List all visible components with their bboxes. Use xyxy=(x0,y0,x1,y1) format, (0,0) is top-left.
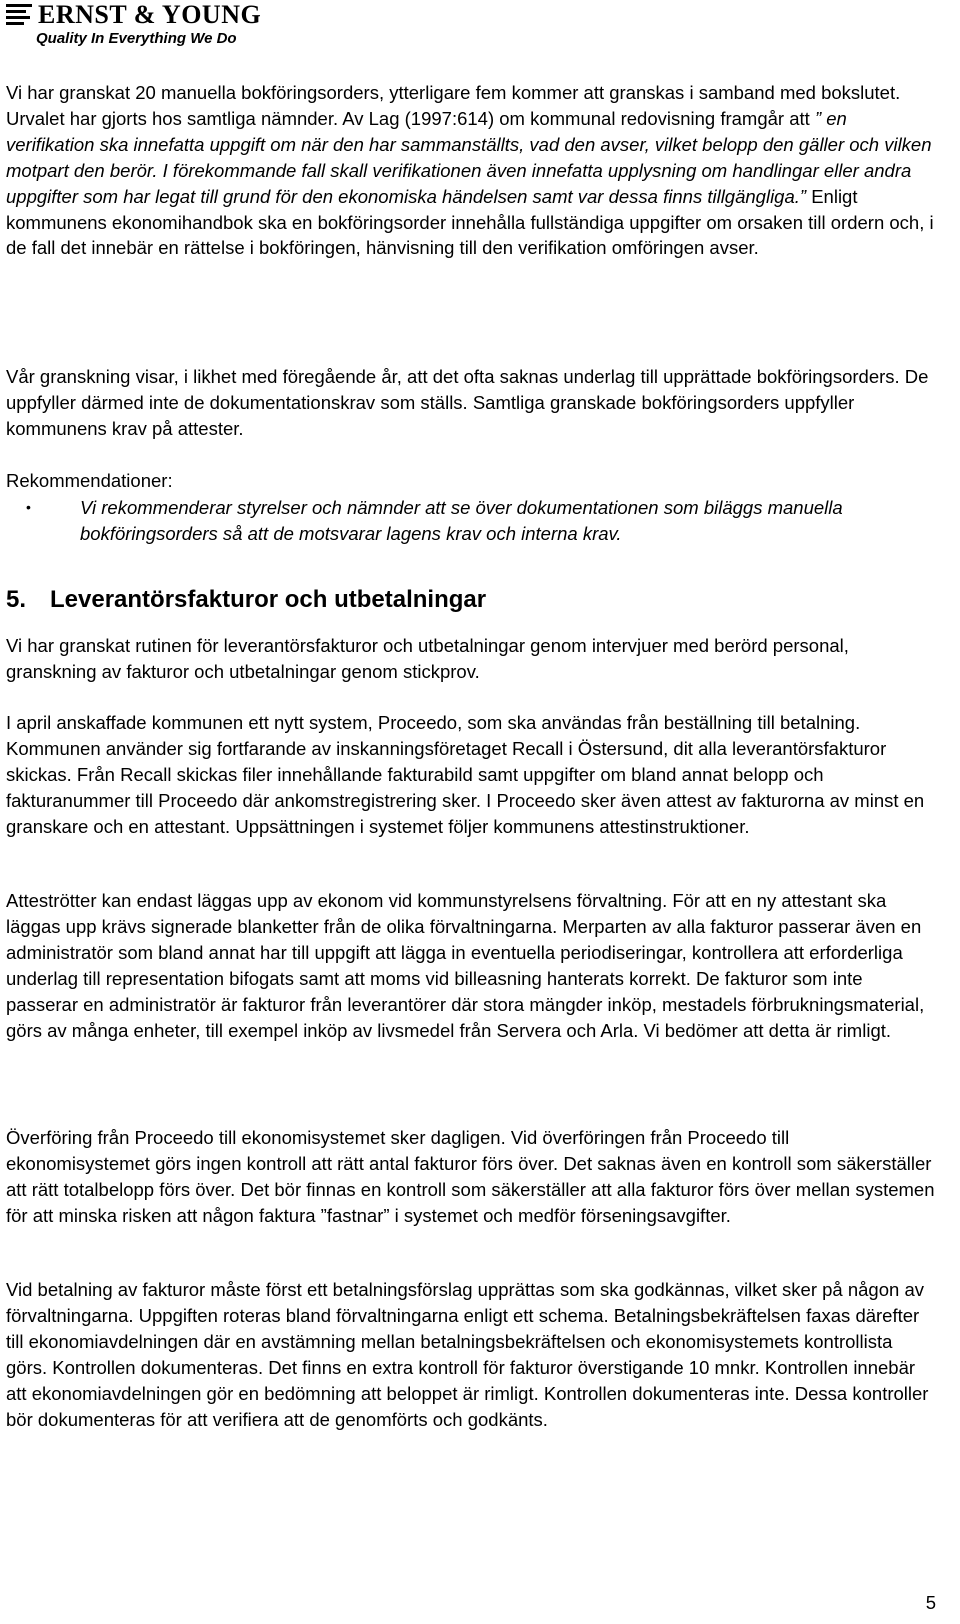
page-number: 5 xyxy=(925,1592,936,1613)
paragraph-attest-rights: Atteströtter kan endast läggas upp av ekonom vid kommunstyrelsens förvaltning. För att en ny attestant ska läggas upp krävs signerade blanketter från de olika förvaltningarna. Merparten av alla fakturor passerar även en administratör som bland annat har till uppgift att lägga in eventuella periodiseringar, kontrollera att erforderliga underlag till representation bifogats samt att moms vid billeasning hanterats korrekt. De fakturor som inte passerar en administratör är fakturor från leverantörer där stora mängder inköp, mestadels förbrukningsmaterial, görs av många enheter, till exempel inköp av livsmedel från Servera och Arla. Vi bedömer att detta är rimligt. xyxy=(6,890,925,1041)
paragraph-review-scope: Vi har granskat rutinen för leverantörsfakturor och utbetalningar genom intervjuer med berörd personal, granskning av fakturor och utbetalningar genom stickprov. xyxy=(6,635,849,682)
section-heading xyxy=(6,585,486,615)
recommendation-text: Vi rekommenderar styrelser och nämnder att se över dokumentationen som biläggs manuella bokföringsorders så att de motsvarar lagens krav och interna krav. xyxy=(80,497,843,544)
bullet-icon: • xyxy=(26,499,31,515)
paragraph-bookkeeping-orders xyxy=(6,80,936,261)
paragraph-text: Vi har granskat 20 manuella bokföringsorders, ytterligare fem kommer att granskas i samband med bokslutet. Urvalet har gjorts hos samtliga nämnder. Av Lag (1997:614) om kommunal redovisning framgår att xyxy=(6,82,901,129)
paragraph-text: Enligt kommunens ekonomihandbok ska en bokföringsorder innehålla fullständiga uppgifter om orsaken till ordern och, i de fall det innebär en rättelse i bokföringen, hänvisning till den verifikation omföringen avser. xyxy=(6,185,934,259)
company-tagline: Quality In Everything We Do xyxy=(36,30,237,47)
company-name: ERNST & YOUNG xyxy=(38,0,262,29)
ey-logo-mark-icon xyxy=(6,4,32,26)
paragraph-transfer: Överföring från Proceedo till ekonomisystemet sker dagligen. Vid överföringen från Proceedo till ekonomisystemet görs ingen kontroll att rätt antal fakturor förs över. Det saknas även en kontroll som säkerställer att rätt totalbelopp förs över. Det bör finnas en kontroll som säkerställer att alla fakturor förs över mellan systemen för att minska risken att någon faktura ”fastnar” i systemet och medför förseningsavgifter. xyxy=(6,1127,935,1226)
recommendations-heading: Rekommendationer: xyxy=(6,470,173,491)
paragraph-proceedo-system: I april anskaffade kommunen ett nytt system, Proceedo, som ska användas från beställning till betalning. Kommunen använder sig fortfarande av inskanningsföretaget Recall i Östersund, dit alla leverantörsfakturor skickas. Från Recall skickas filer innehållande fakturabild samt uppgifter om bland annat belopp och fakturanummer till Proceedo där ankomstregistrering sker. I Proceedo sker även attest av fakturorna av minst en granskare och en attestant. Uppsättningen i systemet följer kommunens attestinstruktioner. xyxy=(6,712,925,837)
ernst-young-logo xyxy=(6,2,261,47)
paragraph-payment: Vid betalning av fakturor måste först ett betalningsförslag upprättas som ska godkännas, vilket sker på någon av förvaltningarna. Uppgiften roteras bland förvaltningarna enligt ett schema. Betalningsbekräftelsen faxas därefter till ekonomiavdelningen där en avstämning mellan betalningsbekräftelsen och ekonomisystemets kontrollista görs. Kontrollen dokumenteras. Det finns en extra kontroll för fakturor överstigande 10 mnkr. Kontrollen innebär att ekonomiavdelningen gör en bedömning att beloppet är rimligt. Kontrollen dokumenteras inte. Dessa kontroller bör dokumenteras för att verifiera att de genomförts och godkänts. xyxy=(6,1279,929,1430)
law-quote: ” en verifikation ska innefatta uppgift om när den har sammanställts, vad den avser, vilket belopp den gäller och vilken motpart den berör. I förekommande fall skall verifikationen även innefatta upplysning om handlingar eller andra uppgifter som har legat till grund för den ekonomiska händelsen samt var dessa finns tillgängliga.” xyxy=(6,107,932,207)
section-number: 5. xyxy=(6,586,27,613)
paragraph-findings: Vår granskning visar, i likhet med föregående år, att det ofta saknas underlag till upprättade bokföringsorders. De uppfyller därmed inte de dokumentationskrav som ställs. Samtliga granskade bokföringsorders uppfyller kommunens krav på attester. xyxy=(6,366,929,439)
section-title: Leverantörsfakturor och utbetalningar xyxy=(50,586,487,613)
recommendation-list-item xyxy=(6,495,936,547)
